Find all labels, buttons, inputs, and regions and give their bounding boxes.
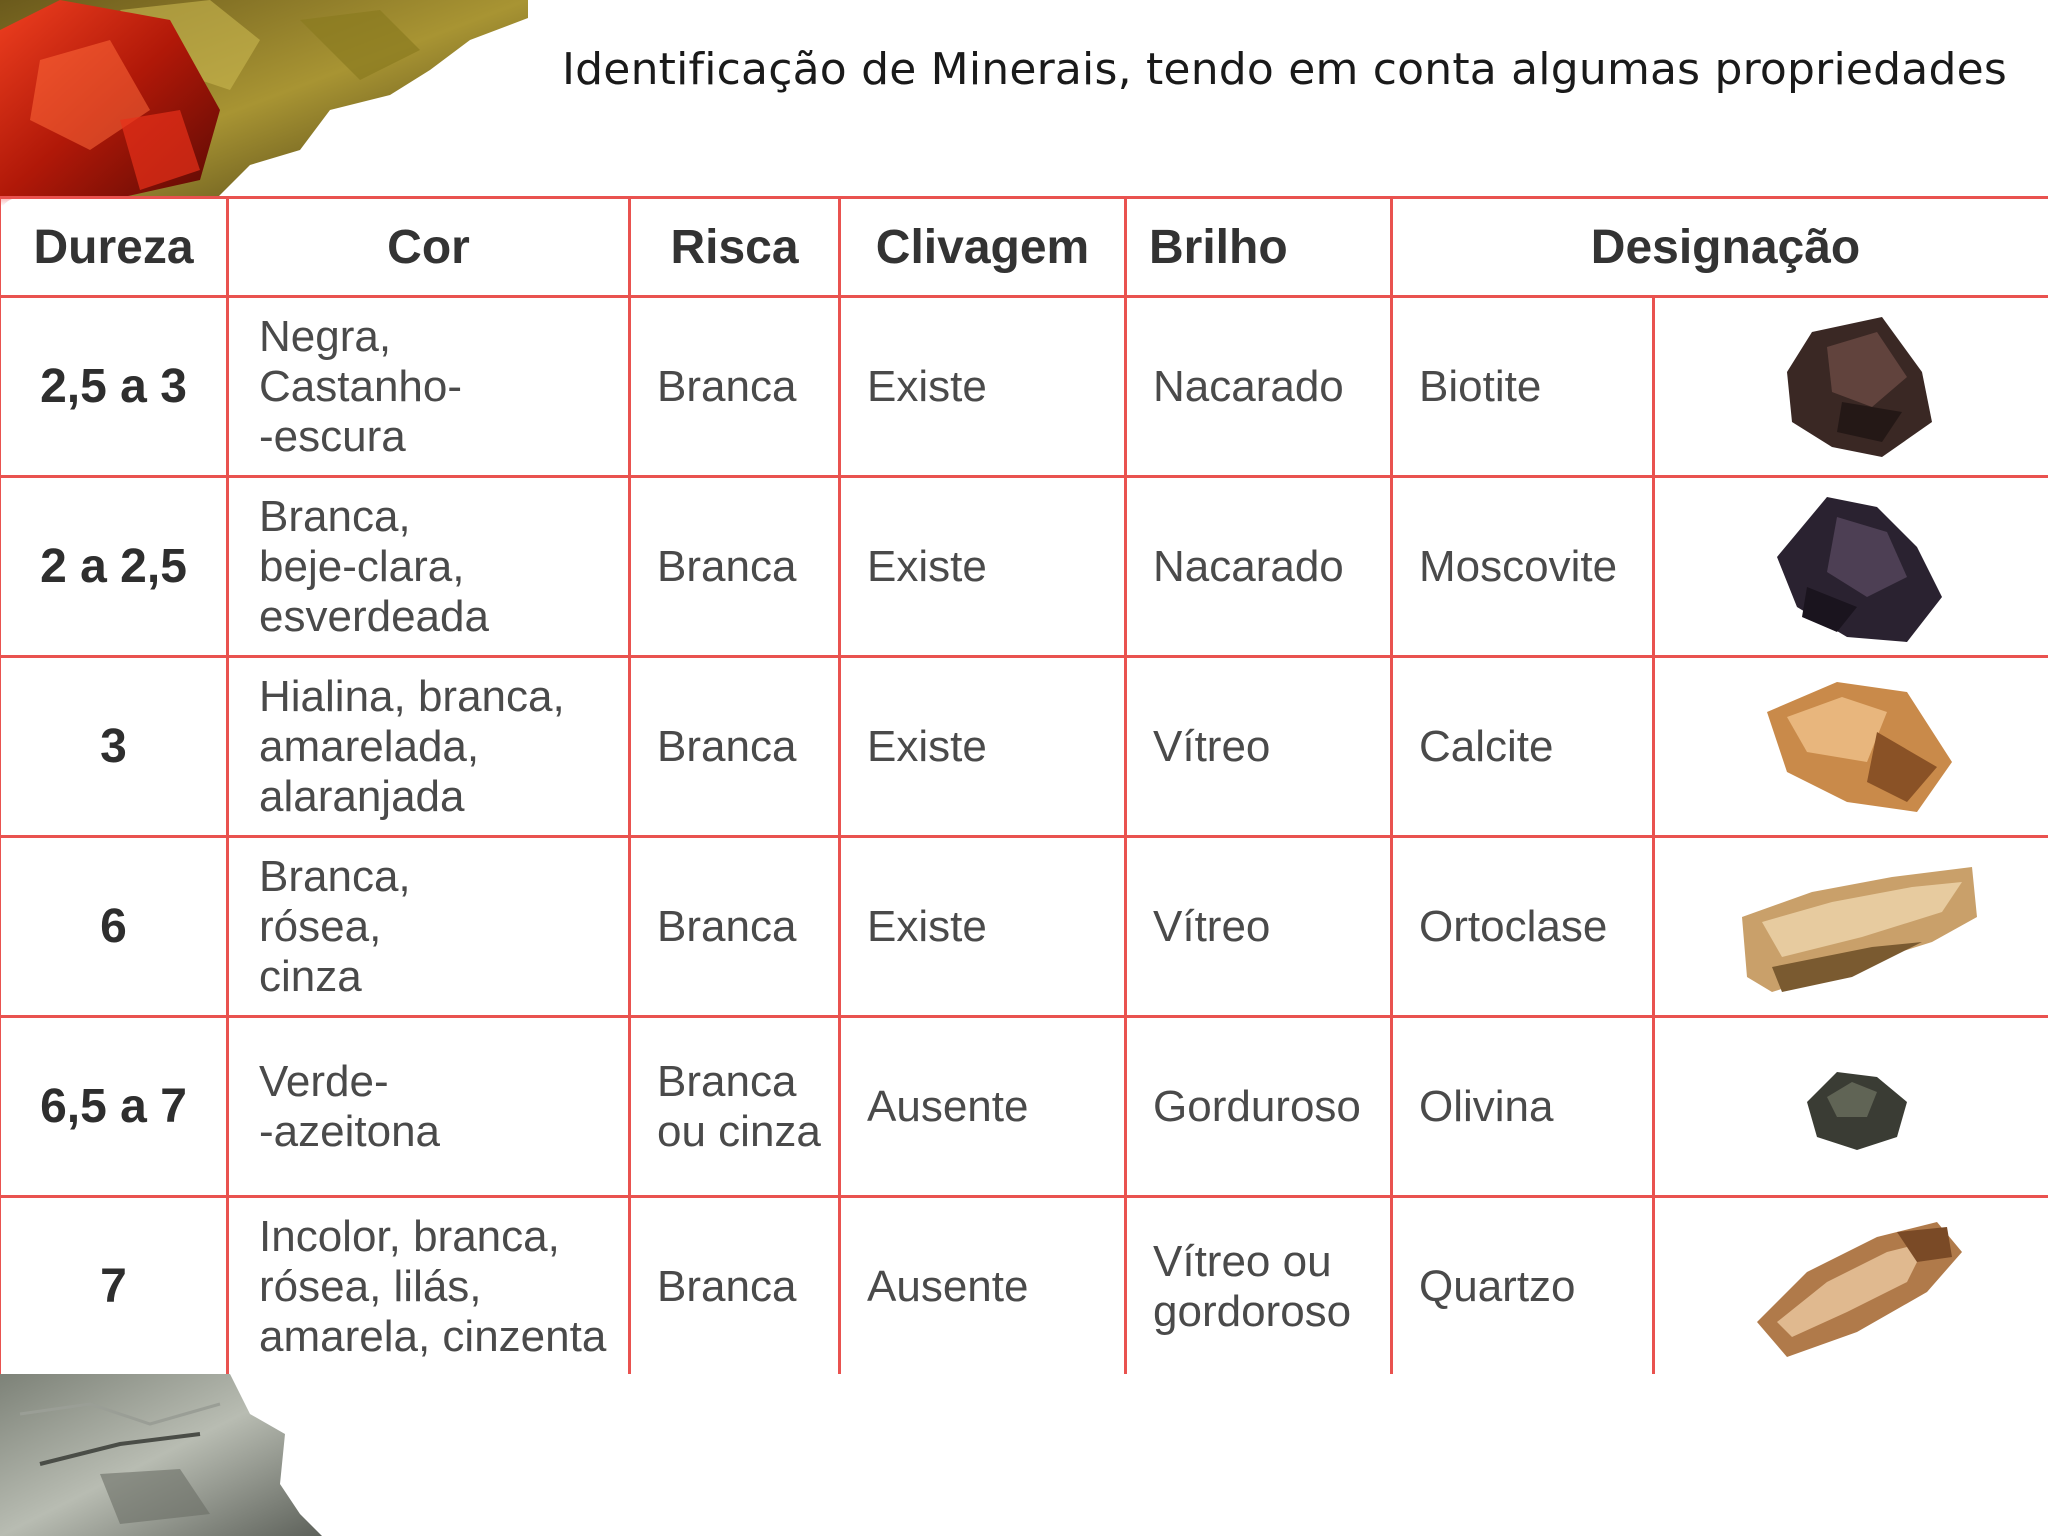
table-header-row: [0, 198, 2048, 297]
mineral-rock-photo-bottom: [0, 1374, 322, 1536]
table-row: [0, 1197, 2048, 1375]
cell-clivagem: Existe: [840, 477, 1126, 657]
cor-line: rósea, lilás,: [259, 1261, 482, 1311]
moscovite-sample-image: [1767, 487, 1947, 647]
cell-dureza: 6: [0, 837, 228, 1017]
cell-cor: [228, 297, 630, 477]
minerals-table-container: [0, 196, 2048, 1374]
brilho-line: gordoroso: [1153, 1286, 1352, 1336]
mineral-crystal-photo-top: [0, 0, 528, 200]
cell-brilho: [1126, 837, 1392, 1017]
header-brilho: Brilho: [1126, 198, 1392, 297]
cell-brilho: [1126, 1017, 1392, 1197]
cell-mineral-image: [1654, 657, 2048, 837]
cor-line: cinza: [259, 951, 362, 1001]
cell-clivagem: Existe: [840, 297, 1126, 477]
page-title: Identificação de Minerais, tendo em conta algumas propriedades: [562, 44, 2007, 95]
cell-cor: [228, 477, 630, 657]
cell-risca: [630, 1197, 840, 1375]
cor-line: Incolor, branca,: [259, 1211, 560, 1261]
brilho-line: Vítreo: [1153, 721, 1271, 771]
cell-clivagem: Existe: [840, 657, 1126, 837]
cell-brilho: [1126, 1197, 1392, 1375]
cor-line: Branca,: [259, 851, 411, 901]
cell-mineral-image: [1654, 1197, 2048, 1375]
cor-line: amarelada,: [259, 721, 480, 771]
risca-line: Branca: [657, 721, 797, 771]
cell-designacao: Calcite: [1392, 657, 1654, 837]
table-row: [0, 837, 2048, 1017]
cell-designacao: Olivina: [1392, 1017, 1654, 1197]
cell-risca: [630, 837, 840, 1017]
cor-line: -azeitona: [259, 1106, 441, 1156]
risca-line: Branca: [657, 1261, 797, 1311]
cell-dureza: 2,5 a 3: [0, 297, 228, 477]
cell-risca: [630, 657, 840, 837]
cell-clivagem: Ausente: [840, 1197, 1126, 1375]
quartzo-sample-image: [1747, 1212, 1967, 1362]
risca-line: Branca: [657, 1056, 797, 1106]
table-row: [0, 297, 2048, 477]
risca-line: Branca: [657, 541, 797, 591]
cell-mineral-image: [1654, 1017, 2048, 1197]
cell-dureza: 7: [0, 1197, 228, 1375]
cell-mineral-image: [1654, 297, 2048, 477]
cor-line: Verde-: [259, 1056, 389, 1106]
brilho-line: Nacarado: [1153, 361, 1344, 411]
risca-line: Branca: [657, 901, 797, 951]
cell-cor: [228, 1017, 630, 1197]
header-cor: Cor: [228, 198, 630, 297]
cell-designacao: Quartzo: [1392, 1197, 1654, 1375]
cor-line: alaranjada: [259, 771, 465, 821]
cor-line: Hialina, branca,: [259, 671, 565, 721]
cell-designacao: Biotite: [1392, 297, 1654, 477]
cor-line: amarela, cinzenta: [259, 1311, 607, 1361]
brilho-line: Gorduroso: [1153, 1081, 1361, 1131]
risca-line: Branca: [657, 361, 797, 411]
biotite-sample-image: [1772, 312, 1942, 462]
table-row: [0, 477, 2048, 657]
cell-mineral-image: [1654, 477, 2048, 657]
brilho-line: Nacarado: [1153, 541, 1344, 591]
cor-line: Branca,: [259, 491, 411, 541]
cor-line: Negra,: [259, 311, 392, 361]
cell-brilho: [1126, 297, 1392, 477]
brilho-line: Vítreo ou: [1153, 1236, 1332, 1286]
olivina-sample-image: [1797, 1062, 1917, 1152]
header-clivagem: Clivagem: [840, 198, 1126, 297]
cor-line: Castanho-: [259, 361, 463, 411]
cell-brilho: [1126, 477, 1392, 657]
cell-dureza: 6,5 a 7: [0, 1017, 228, 1197]
cell-mineral-image: [1654, 837, 2048, 1017]
cor-line: esverdeada: [259, 591, 489, 641]
ortoclase-sample-image: [1732, 857, 1982, 997]
header-dureza: Dureza: [0, 198, 228, 297]
header-designacao: Designação: [1392, 198, 2048, 297]
cell-risca: [630, 477, 840, 657]
brilho-line: Vítreo: [1153, 901, 1271, 951]
cell-dureza: 3: [0, 657, 228, 837]
cor-line: rósea,: [259, 901, 382, 951]
calcite-sample-image: [1757, 672, 1957, 822]
table-row: [0, 657, 2048, 837]
cell-dureza: 2 a 2,5: [0, 477, 228, 657]
minerals-table: [0, 196, 2048, 1374]
cell-cor: [228, 1197, 630, 1375]
table-row: [0, 1017, 2048, 1197]
cell-clivagem: Ausente: [840, 1017, 1126, 1197]
cell-designacao: Ortoclase: [1392, 837, 1654, 1017]
cor-line: -escura: [259, 411, 406, 461]
cor-line: beje-clara,: [259, 541, 465, 591]
cell-risca: [630, 297, 840, 477]
cell-brilho: [1126, 657, 1392, 837]
cell-cor: [228, 837, 630, 1017]
risca-line: ou cinza: [657, 1106, 821, 1156]
cell-clivagem: Existe: [840, 837, 1126, 1017]
header-risca: Risca: [630, 198, 840, 297]
cell-risca: [630, 1017, 840, 1197]
cell-cor: [228, 657, 630, 837]
cell-designacao: Moscovite: [1392, 477, 1654, 657]
